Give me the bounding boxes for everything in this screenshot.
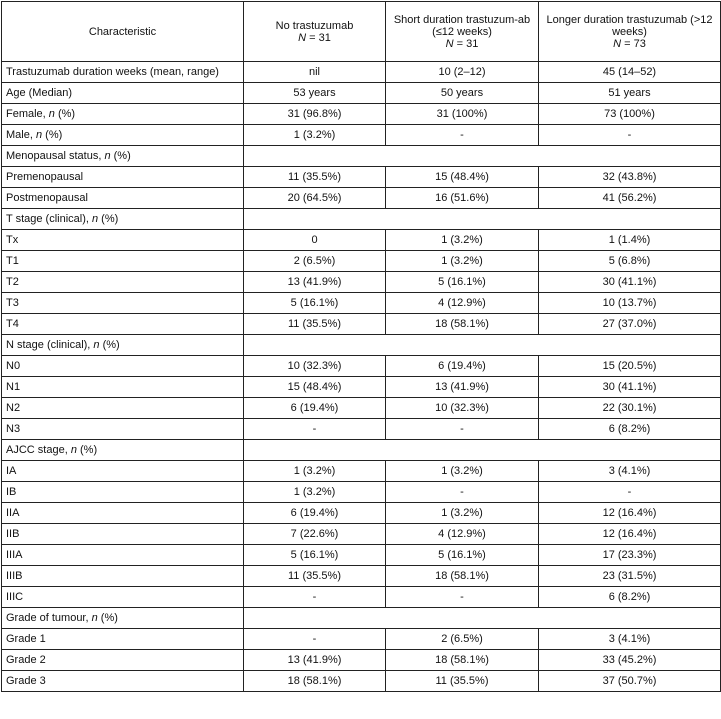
cell-no-trastuzumab: 6 (19.4%) [244,503,386,524]
cell-short-duration: 31 (100%) [386,104,539,125]
section-empty-cell [244,335,721,356]
header-col3-n: N = 73 [613,37,646,50]
table-row [2,629,721,650]
table-row [2,314,721,335]
cell-short-duration: - [386,125,539,146]
row-label: T3 [2,293,244,314]
row-label: Grade 3 [2,671,244,692]
cell-short-duration: 6 (19.4%) [386,356,539,377]
cell-short-duration: - [386,482,539,503]
cell-no-trastuzumab: 13 (41.9%) [244,272,386,293]
section-empty-cell [244,146,721,167]
table-row [2,503,721,524]
cell-short-duration: 16 (51.6%) [386,188,539,209]
table-body [2,62,721,692]
header-no-trastuzumab [244,2,386,62]
cell-short-duration: 4 (12.9%) [386,293,539,314]
cell-short-duration: 2 (6.5%) [386,629,539,650]
cell-longer-duration: 33 (45.2%) [539,650,721,671]
cell-no-trastuzumab: 1 (3.2%) [244,461,386,482]
cell-short-duration: - [386,419,539,440]
row-label: Male, n (%) [2,125,244,146]
cell-no-trastuzumab: 0 [244,230,386,251]
section-row [2,209,721,230]
header-longer-duration [539,2,721,62]
cell-short-duration: 1 (3.2%) [386,503,539,524]
cell-longer-duration: 37 (50.7%) [539,671,721,692]
cell-longer-duration: 6 (8.2%) [539,419,721,440]
row-label: IIA [2,503,244,524]
table-row [2,188,721,209]
table-row [2,650,721,671]
row-label: Trastuzumab duration weeks (mean, range) [2,62,244,83]
row-label: Premenopausal [2,167,244,188]
header-col3-name: Longer duration trastuzumab (>12 weeks) [546,13,713,38]
row-label: N3 [2,419,244,440]
cell-longer-duration: 12 (16.4%) [539,524,721,545]
cell-no-trastuzumab: 2 (6.5%) [244,251,386,272]
cell-no-trastuzumab: 53 years [244,83,386,104]
row-label: Grade 1 [2,629,244,650]
table-row [2,272,721,293]
header-col1-n: N = 31 [298,31,331,44]
cell-short-duration: 10 (2–12) [386,62,539,83]
cell-no-trastuzumab: 7 (22.6%) [244,524,386,545]
row-label: IIIB [2,566,244,587]
cell-no-trastuzumab: nil [244,62,386,83]
characteristics-table [1,1,721,692]
cell-no-trastuzumab: 18 (58.1%) [244,671,386,692]
cell-short-duration: - [386,587,539,608]
table-row [2,62,721,83]
row-label: T4 [2,314,244,335]
cell-longer-duration: 41 (56.2%) [539,188,721,209]
cell-short-duration: 18 (58.1%) [386,650,539,671]
header-characteristic: Characteristic [2,2,244,62]
cell-longer-duration: 45 (14–52) [539,62,721,83]
section-empty-cell [244,209,721,230]
row-label: IA [2,461,244,482]
cell-short-duration: 4 (12.9%) [386,524,539,545]
cell-longer-duration: 17 (23.3%) [539,545,721,566]
section-label: Grade of tumour, n (%) [2,608,244,629]
row-label: Postmenopausal [2,188,244,209]
row-label: N0 [2,356,244,377]
cell-short-duration: 5 (16.1%) [386,272,539,293]
section-empty-cell [244,608,721,629]
header-row [2,2,721,62]
table-row [2,524,721,545]
table-row [2,83,721,104]
cell-short-duration: 10 (32.3%) [386,398,539,419]
cell-no-trastuzumab: 11 (35.5%) [244,566,386,587]
row-label: Grade 2 [2,650,244,671]
section-label: N stage (clinical), n (%) [2,335,244,356]
table-row [2,104,721,125]
row-label: Age (Median) [2,83,244,104]
row-label: Tx [2,230,244,251]
cell-no-trastuzumab: 11 (35.5%) [244,314,386,335]
cell-short-duration: 1 (3.2%) [386,251,539,272]
cell-longer-duration: - [539,482,721,503]
header-short-duration [386,2,539,62]
cell-longer-duration: 3 (4.1%) [539,461,721,482]
cell-no-trastuzumab: - [244,419,386,440]
cell-no-trastuzumab: 11 (35.5%) [244,167,386,188]
cell-longer-duration: 23 (31.5%) [539,566,721,587]
cell-longer-duration: 5 (6.8%) [539,251,721,272]
row-label: T1 [2,251,244,272]
section-label: Menopausal status, n (%) [2,146,244,167]
table-row [2,125,721,146]
cell-short-duration: 50 years [386,83,539,104]
table-row [2,419,721,440]
row-label: N1 [2,377,244,398]
cell-longer-duration: 10 (13.7%) [539,293,721,314]
section-empty-cell [244,440,721,461]
header-col2-n: N = 31 [445,37,479,50]
cell-no-trastuzumab: 13 (41.9%) [244,650,386,671]
section-row [2,608,721,629]
cell-longer-duration: 3 (4.1%) [539,629,721,650]
cell-longer-duration: 22 (30.1%) [539,398,721,419]
section-label: AJCC stage, n (%) [2,440,244,461]
cell-longer-duration: 1 (1.4%) [539,230,721,251]
cell-short-duration: 1 (3.2%) [386,230,539,251]
cell-no-trastuzumab: 5 (16.1%) [244,293,386,314]
cell-no-trastuzumab: 6 (19.4%) [244,398,386,419]
cell-longer-duration: 27 (37.0%) [539,314,721,335]
cell-no-trastuzumab: 1 (3.2%) [244,482,386,503]
cell-no-trastuzumab: 20 (64.5%) [244,188,386,209]
cell-no-trastuzumab: - [244,587,386,608]
cell-no-trastuzumab: 31 (96.8%) [244,104,386,125]
table-row [2,251,721,272]
table-row [2,230,721,251]
row-label: IIIC [2,587,244,608]
cell-longer-duration: 15 (20.5%) [539,356,721,377]
table-row [2,167,721,188]
cell-no-trastuzumab: 10 (32.3%) [244,356,386,377]
row-label: Female, n (%) [2,104,244,125]
cell-short-duration: 18 (58.1%) [386,314,539,335]
section-row [2,335,721,356]
cell-longer-duration: - [539,125,721,146]
cell-longer-duration: 12 (16.4%) [539,503,721,524]
cell-short-duration: 1 (3.2%) [386,461,539,482]
cell-longer-duration: 30 (41.1%) [539,272,721,293]
table-row [2,377,721,398]
header-col2-name: Short duration trastuzum-ab (≤12 weeks) [393,13,531,38]
cell-short-duration: 13 (41.9%) [386,377,539,398]
cell-short-duration: 15 (48.4%) [386,167,539,188]
cell-no-trastuzumab: 15 (48.4%) [244,377,386,398]
table-row [2,398,721,419]
table-header [2,2,721,62]
row-label: IIIA [2,545,244,566]
cell-short-duration: 5 (16.1%) [386,545,539,566]
cell-short-duration: 11 (35.5%) [386,671,539,692]
table-row [2,356,721,377]
row-label: N2 [2,398,244,419]
table-row [2,587,721,608]
section-label: T stage (clinical), n (%) [2,209,244,230]
cell-no-trastuzumab: - [244,629,386,650]
header-col1-name: No trastuzumab [275,19,354,32]
row-label: T2 [2,272,244,293]
table-row [2,566,721,587]
cell-no-trastuzumab: 5 (16.1%) [244,545,386,566]
cell-no-trastuzumab: 1 (3.2%) [244,125,386,146]
cell-longer-duration: 30 (41.1%) [539,377,721,398]
cell-longer-duration: 73 (100%) [539,104,721,125]
table-row [2,482,721,503]
section-row [2,146,721,167]
section-row [2,440,721,461]
table-row [2,293,721,314]
row-label: IIB [2,524,244,545]
table-row [2,671,721,692]
cell-longer-duration: 6 (8.2%) [539,587,721,608]
table-row [2,461,721,482]
table-row [2,545,721,566]
row-label: IB [2,482,244,503]
cell-short-duration: 18 (58.1%) [386,566,539,587]
cell-longer-duration: 51 years [539,83,721,104]
cell-longer-duration: 32 (43.8%) [539,167,721,188]
